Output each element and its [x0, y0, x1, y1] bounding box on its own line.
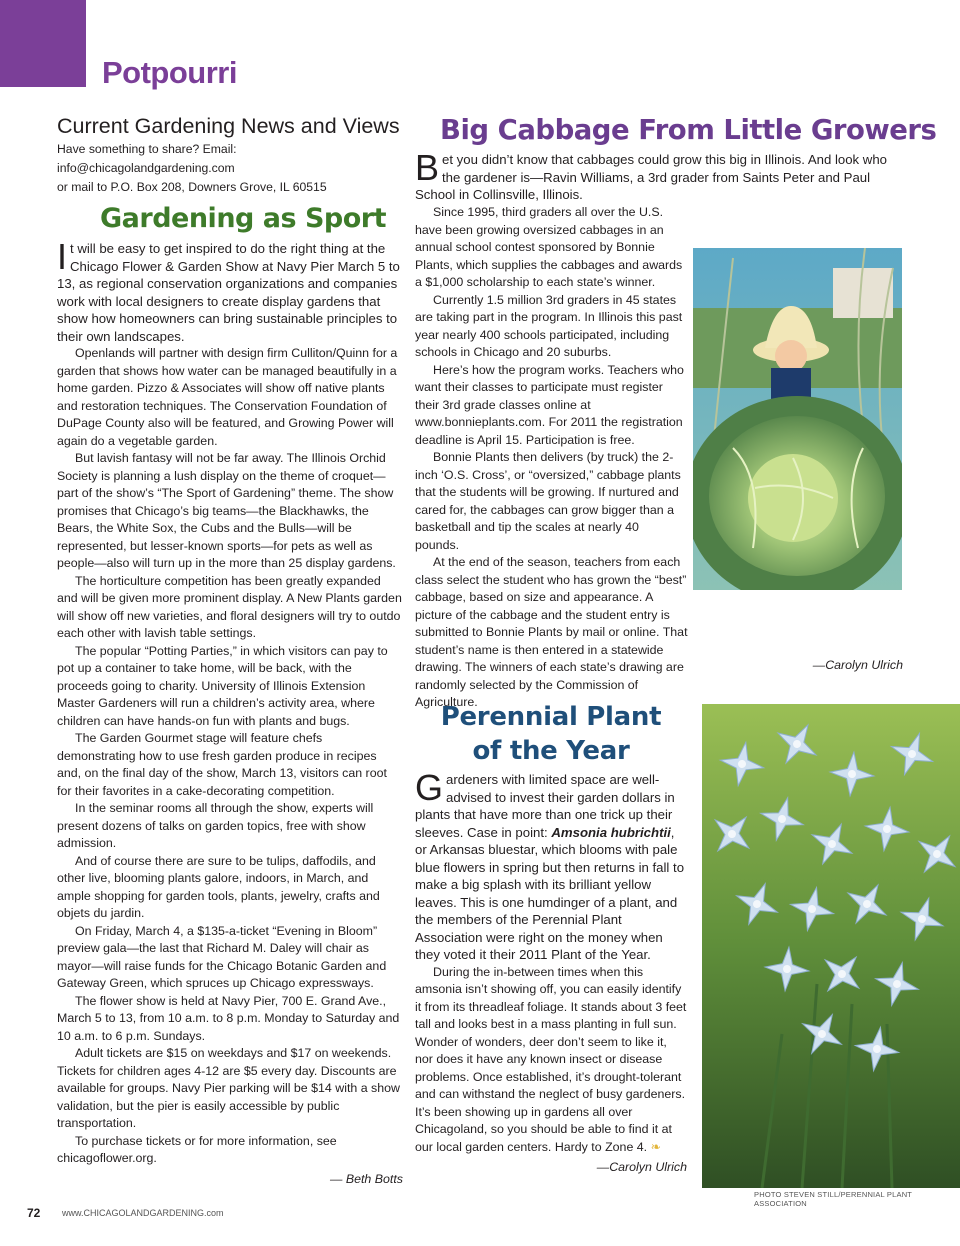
column-title: Current Gardening News and Views — [57, 114, 400, 138]
cabbage-byline: —Carolyn Ulrich — [812, 658, 903, 672]
sport-paragraph: The popular “Potting Parties,” in which visitors can pay to pot up a container to take home, will be back, with the proceeds going to charity. University of Illinois Extension Master Gardeners will run a children’s activity area, where children can have hands-on fun with plants and bugs. — [57, 643, 388, 728]
sport-paragraph: But lavish fantasy will not be far away. The Illinois Orchid Society is planning a lush display on the theme of croquet—part of the show’s “The Sport of Gardening” theme. The show promises that Chicago’s big teams—the Blackhawks, the Bears, the White Sox, the Cubs and the Bulls—will be represented, but lesser-known sports—for pets as well as people—also will turn up in the more than 25 display gardens. — [57, 451, 396, 570]
perennial-headline — [415, 700, 687, 768]
sport-dropcap: I — [57, 236, 68, 277]
sport-paragraph: In the seminar rooms all through the show, experts will present dozens of talks on garden topics, free with show admission. — [57, 801, 374, 850]
cabbage-paragraph: At the end of the season, teachers from each class select the student who has grown the “best” cabbage, based on size and appearance. A picture of the cabbage and the student entry is submitted to Bonnie Plants by mail or online. That student’s name is then entered in a statewide drawing. The winners of each state’s drawing are randomly selected by the Commission of Agriculture. — [415, 555, 688, 709]
sport-paragraph: On Friday, March 4, a $135-a-ticket “Evening in Bloom” preview gala—the last that Richard M. Daley will chair as mayor—will raise funds for the Chicago Botanic Garden and Gateway Green, which spruces up Chicago expressways. — [57, 923, 387, 990]
perennial-dropcap: G — [415, 767, 444, 808]
sport-body — [57, 345, 403, 1168]
perennial-headline-line-1: Perennial Plant — [440, 702, 662, 732]
cabbage-paragraph: Bonnie Plants then delivers (by truck) the 2-inch ‘O.S. Cross’, or “oversized,” cabbage plants that the students will be growing. If nurtured and cared for, the cabbages can grow bigger than a basketball and tip the scales at nearly 40 pounds. — [415, 450, 681, 552]
cabbage-paragraph: Since 1995, third graders all over the U.S. have been growing oversized cabbages in an annual school contest sponsored by Bonnie Plants, which supplies the cabbages and awards a $1,000 scholarship to each state’s winner. — [415, 205, 683, 289]
cabbage-paragraph: Here’s how the program works. Teachers who want their classes to participate must register their 3rd grade classes online at www.bonnieplants.com. For 2011 the registration deadline is April 15. Participation is free. — [415, 362, 684, 447]
leaf-ornament-icon: ❧ — [650, 1139, 661, 1154]
perennial-lead — [415, 767, 687, 964]
share-line-1: Have something to share? Email: info@chicagolandgardening.com — [57, 142, 237, 175]
sport-paragraph: The flower show is held at Navy Pier, 700 E. Grand Ave., March 5 to 13, from 10 a.m. to 8 p.m. Monday to Saturday and 10 a.m. to 6 p.m. Sundays. — [57, 993, 400, 1043]
share-line-2: or mail to P.O. Box 208, Downers Grove, IL 60515 — [57, 180, 327, 194]
sport-paragraph: To purchase tickets or for more information, see chicagoflower.org. — [57, 1133, 337, 1165]
perennial-body — [415, 964, 687, 1157]
perennial-lead-after: , or Arkansas bluestar, which blooms with pale blue flowers in spring but then returns in fall to make a big splash with its brilliant yellow leaves. This is one humdinger of a plant, and the members of the Perennial Plant Association were right on the money when they voted it their 2011 Plant of the Year. — [415, 824, 685, 962]
cabbage-kid-photo — [693, 248, 902, 590]
page-number: 72 — [27, 1206, 41, 1220]
perennial-article — [415, 767, 687, 1174]
sport-lead — [57, 236, 403, 345]
sport-byline: — Beth Botts — [329, 1171, 403, 1186]
perennial-byline: —Carolyn Ulrich — [596, 1160, 687, 1174]
sport-paragraph: Openlands will partner with design firm Culliton/Quinn for a garden that shows how water can be managed beautifully in a home garden. Pizzo & Associates will show off native plants and restoration techniques. The Conservation Foundation of DuPage County also will be featured, and Growing Power will again do a vegetable garden. — [57, 346, 398, 448]
sport-paragraph: The Garden Gourmet stage will feature chefs demonstrating how to use fresh garden produce in recipes and, on the final day of the show, March 13, visitors can root for their favorites in a cake-decorating competition. — [57, 731, 387, 798]
cabbage-lead-text: et you didn’t know that cabbages could grow this big in Illinois. And look who the gardener is—Ravin Williams, a 3rd grader from Saints Peter and Paul School in Collinsville, Illinois. — [415, 152, 887, 202]
photo-credit: PHOTO STEVEN STILL/PERENNIAL PLANT ASSOCIATION — [754, 1190, 912, 1208]
sport-paragraph: The horticulture competition has been greatly expanded and will be given more prominent display. A New Plants garden will show off new varieties, and floral designers will try to outdo each other with lavish table settings. — [57, 573, 402, 640]
sport-article — [57, 236, 403, 1186]
share-info — [57, 140, 417, 197]
plant-name-italic: Amsonia hubrichtii — [551, 824, 671, 840]
cabbage-dropcap: B — [415, 147, 440, 188]
amsonia-photo — [702, 704, 960, 1188]
sport-paragraph: Adult tickets are $15 on weekdays and $17 on weekends. Tickets for children ages 4-12 are $5 every day. Discounts are available for groups. Navy Pier parking will be $14 with a show validation, but the pier is easily accessible by public transportation. — [57, 1046, 400, 1130]
section-title: Potpourri — [102, 55, 237, 90]
footer-url[interactable]: www.CHICAGOLANDGARDENING.com — [62, 1208, 224, 1218]
amsonia-photo-illustration — [702, 704, 960, 1188]
sport-headline: Gardening as Sport — [100, 203, 386, 234]
sport-lead-text: t will be easy to get inspired to do the right thing at the Chicago Flower & Garden Show at Navy Pier March 5 to 13, as regional conservation organizations and companies work with local designers to create display gardens that show how homeowners can bring sustainable principles to their own landscapes. — [57, 241, 400, 344]
perennial-paragraph-text: During the in-between times when this amsonia isn’t showing off, you can easily identify it from its threadleaf foliage. It stands about 3 feet tall and looks best in a mass planting in full sun. Wonder of wonders, deer don’t seem to like it, nor does it have any known insect or disease problems. Once established, it’s drought-tolerant and can withstand the neglect of busy gardeners. It’s been showing up in gardens all over Chicagoland, so you should be able to find it at our local garden centers. Hardy to Zone 4. — [415, 964, 687, 1154]
cabbage-photo-illustration — [693, 248, 902, 590]
cabbage-paragraph: Currently 1.5 million 3rd graders in 45 states are taking part in the program. In Illinois this past year nearly 400 schools participated, including schools in Chicago and 20 suburbs. — [415, 292, 683, 359]
section-color-tab — [0, 0, 86, 87]
cabbage-narrow-column — [415, 204, 685, 554]
perennial-paragraph — [415, 964, 687, 1157]
cabbage-lead — [415, 147, 903, 204]
sport-paragraph: And of course there are sure to be tulips, daffodils, and other live, blooming plants galore, indoors, in March, and ample shopping for garden tools, plants, jewelry, crafts and objets du jardin. — [57, 853, 380, 920]
perennial-headline-line-2: of the Year — [472, 736, 630, 766]
perennial-lead-before: ardeners with limited space are well-advised to invest their garden dollars in plants that have more than one trick up their sleeves. Case in point: — [415, 772, 675, 840]
cabbage-headline: Big Cabbage From Little Growers — [440, 114, 937, 146]
